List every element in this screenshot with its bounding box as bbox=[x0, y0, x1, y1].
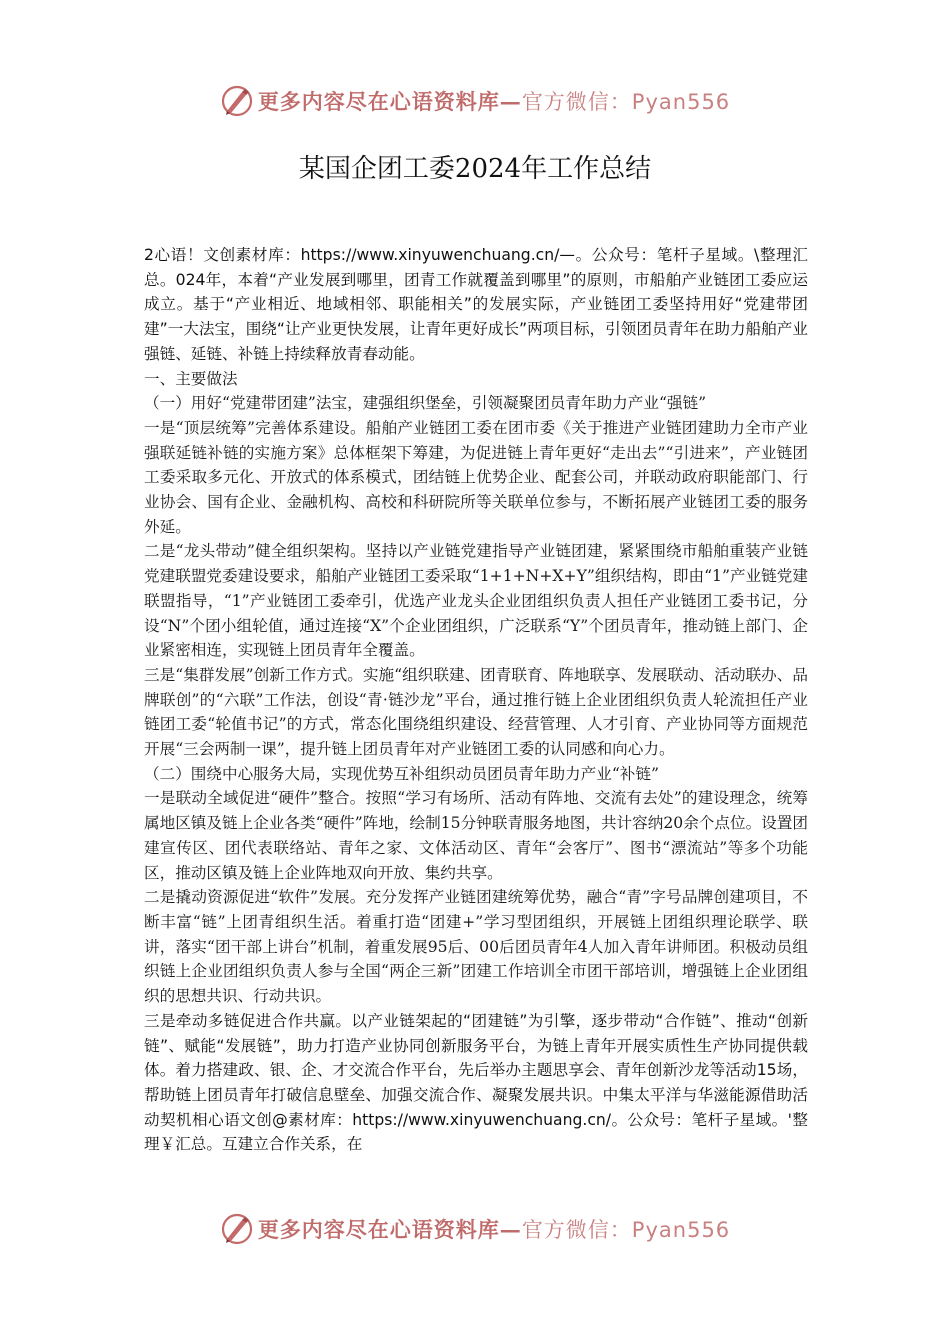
header-banner[interactable] bbox=[0, 80, 950, 122]
banner-text: 更多内容尽在心语资料库— bbox=[257, 89, 522, 114]
banner-wechat: 官方微信：Pyan556 bbox=[521, 1218, 731, 1242]
paragraph: 一是“顶层统筹”完善体系建设。船舶产业链团工委在团市委《关于推进产业链团建助力全市产业强联延链补链的实施方案》总体框架下筹建，为促进链上青年更好“走出去”“引进来”，产业链团工委采取多元化、开放式的体系模式，团结链上优势企业、配套公司，并联动政府职能部门、行业协会、国有企业、金融机构、高校和科研院所等关联单位参与，不断拓展产业链团工委的服务外延。 bbox=[144, 418, 808, 536]
document-body bbox=[144, 243, 808, 1157]
banner-wechat: 官方微信：Pyan556 bbox=[521, 90, 731, 114]
section-heading: 一、主要做法 bbox=[144, 369, 238, 388]
footer-banner[interactable] bbox=[0, 1208, 950, 1250]
paragraph: 二是“龙头带动”健全组织架构。坚持以产业链党建指导产业链团建，紧紧围绕市船舶重装产业链党建联盟党委建设要求，船舶产业链团工委采取“1+1+N+X+Y”组织结构，即由“1”产业链党建联盟指导，“1”产业链团工委牵引，优选产业龙头企业团组织负责人担任产业链团工委书记，分设“N”个团小组轮值，通过连接“X”个企业团组织，广泛联系“Y”个团员青年，推动链上部门、企业紧密相连，实现链上团员青年全覆盖。 bbox=[144, 542, 808, 660]
paragraph: 三是牵动多链促进合作共赢。以产业链架起的“团建链”为引擎，逐步带动“合作链”、推动“创新链”、赋能“发展链”，助力打造产业协同创新服务平台，为链上青年开展实质性生产协同提供载体。着力搭建政、银、企、才交流合作平台，先后举办主题思享会、青年创新沙龙等活动15场，帮助链上团员青年打破信息壁垒、加强交流合作、凝聚发展共识。中集太平洋与华滋能源借助活动契机相心语文创@素材库：https://www.xinyuwenchuang.cn/。公众号：笔杆子星域。'整理￥汇总。互建立合作关系，在 bbox=[144, 1011, 808, 1154]
pen-logo-icon bbox=[220, 1212, 254, 1246]
paragraph-intro: 2心语！文创素材库：https://www.xinyuwenchuang.cn/—。公众号：笔杆子星域。\整理汇总。024年，本着“产业发展到哪里，团青工作就覆盖到哪里”的原则，市船舶产业链团工委应运成立。基于“产业相近、地域相邻、职能相关”的发展实际，产业链团工委坚持用好“党建带团建”一大法宝，围绕“让产业更快发展，让青年更好成长”两项目标，引领团员青年在助力船舶产业强链、延链、补链上持续释放青春动能。 bbox=[144, 246, 808, 363]
banner-text: 更多内容尽在心语资料库— bbox=[257, 1217, 522, 1242]
paragraph: 一是联动全域促进“硬件”整合。按照“学习有场所、活动有阵地、交流有去处”的建设理念，统筹属地区镇及链上企业各类“硬件”阵地，绘制15分钟联青服务地图，共计容纳20余个点位。设置团建宣传区、团代表联络站、青年之家、文体活动区、青年“会客厅”、图书“漂流站”等多个功能区，推动区镇及链上企业阵地双向开放、集约共享。 bbox=[144, 789, 808, 882]
paragraph: 二是撬动资源促进“软件”发展。充分发挥产业链团建统筹优势，融合“青”字号品牌创建项目，不断丰富“链”上团青组织生活。着重打造“团建+”学习型团组织，开展链上团组织理论联学、联讲，落实“团干部上讲台”机制，着重发展95后、00后团员青年4人加入青年讲师团。积极动员组织链上企业团组织负责人参与全国“两企三新”团建工作培训全市团干部培训，增强链上企业团组织的思想共识、行动共识。 bbox=[144, 888, 808, 1006]
subsection-heading: （一）用好“党建带团建”法宝，建强组织堡垒，引领凝聚团员青年助力产业“强链” bbox=[144, 394, 707, 413]
subsection-heading: （二）围绕中心服务大局，实现优势互补组织动员团员青年助力产业“补链” bbox=[144, 764, 659, 783]
paragraph: 三是“集群发展”创新工作方式。实施“组织联建、团青联育、阵地联享、发展联动、活动联办、品牌联创”的“六联”工作法，创设“青·链沙龙”平台，通过推行链上企业团组织负责人轮流担任产业链团工委“轮值书记”的方式，常态化围绕组织建设、经营管理、人才引育、产业协同等方面规范开展“三会两制一课”，提升链上团员青年对产业链团工委的认同感和向心力。 bbox=[144, 665, 808, 759]
document-title: 某国企团工委2024年工作总结 bbox=[298, 154, 652, 184]
pen-logo-icon bbox=[220, 84, 254, 118]
